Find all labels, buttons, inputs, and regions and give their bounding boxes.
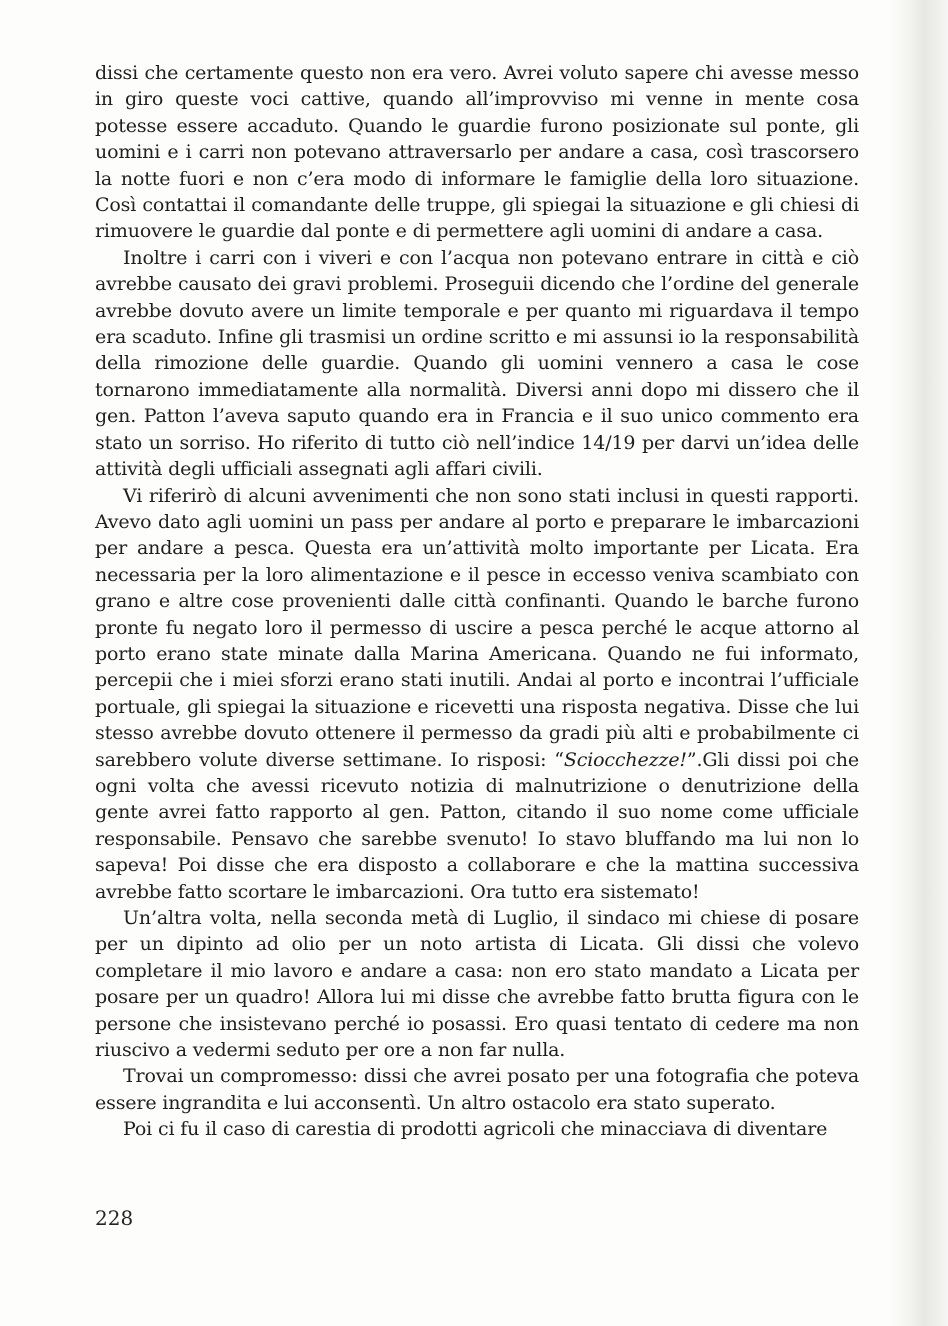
paragraph-segment: Un’altra volta, nella seconda metà di Luglio, il sindaco mi chiese di posare per un dipinto ad olio per un noto artista di Licata. Gli dissi che volevo completare il mio lavoro e andare a casa: non ero stato mandato a Licata per posare per un quadro! Allora lui mi disse che avrebbe fatto brutta figura con le persone che insistevano perché io posassi. Ero quasi tentato di cedere ma non riuscivo a vedermi seduto per ore a non far nulla. xyxy=(95,907,859,1062)
paragraph xyxy=(95,905,859,1063)
paragraph-segment: ”.Gli dissi poi che ogni volta che avessi ricevuto notizia di malnutrizione o denutrizione della gente avrei fatto rapporto al gen. Patton, citando il suo nome come ufficiale responsabile. Pensavo che sarebbe svenuto! Io stavo bluffando ma lui non lo sapeva! Poi disse che era disposto a collaborare e che la mattina successiva avrebbe fatto scortare le imbarcazioni. Ora tutto era sistemato! xyxy=(95,748,859,903)
paragraph-segment: Inoltre i carri con i viveri e con l’acqua non potevano entrare in città e ciò avrebbe causato dei gravi problemi. Proseguii dicendo che l’ordine del generale avrebbe dovuto avere un limite temporale e per quanto mi riguardava il tempo era scaduto. Infine gli trasmisi un ordine scritto e mi assunsi io la responsabilità della rimozione delle guardie. Quando gli uomini vennero a casa le cose tornarono immediatamente alla normalità. Diversi anni dopo mi dissero che il gen. Patton l’aveva saputo quando era in Francia e il suo unico commento era stato un sorriso. Ho riferito di tutto ciò nell’indice 14/19 per darvi un’idea delle attività degli ufficiali assegnati agli affari civili. xyxy=(95,246,859,481)
paragraph-segment: Trovai un compromesso: dissi che avrei posato per una fotografia che poteva essere ingrandita e lui acconsentì. Un altro ostacolo era stato superato. xyxy=(95,1065,859,1114)
paragraph xyxy=(95,1063,859,1116)
paragraph xyxy=(95,60,859,245)
paragraph-segment: Poi ci fu il caso di carestia di prodotti agricoli che minacciava di diventare xyxy=(123,1118,828,1141)
paragraph-segment: dissi che certamente questo non era vero. Avrei voluto sapere chi avesse messo in giro queste voci cattive, quando all’improvviso mi venne in mente cosa potesse essere accaduto. Quando le guardie furono posizionate sul ponte, gli uomini e i carri non potevano attraversarlo per andare a casa, così trascorsero la notte fuori e non c’era modo di informare le famiglie della loro situazione. Così contattai il comandante delle truppe, gli spiegai la situazione e gli chiesi di rimuovere le guardie dal ponte e di permettere agli uomini di andare a casa. xyxy=(95,62,859,243)
page-number: 228 xyxy=(95,1206,134,1230)
paragraph-segment: Vi riferirò di alcuni avvenimenti che non sono stati inclusi in questi rapporti. Avevo dato agli uomini un pass per andare al porto e preparare le imbarcazioni per andare a pesca. Questa era un’attività molto importante per Licata. Era necessaria per la loro alimentazione e il pesce in eccesso veniva scambiato con grano e altre cose provenienti dalle città confinanti. Quando le barche furono pronte fu negato loro il permesso di uscire a pesca perché le acque attorno al porto erano state minate dalla Marina Americana. Quando ne fui informato, percepii che i miei sforzi erano stati inutili. Andai al porto e incontrai l’ufficiale portuale, gli spiegai la situazione e ricevetti una risposta negativa. Disse che lui stesso avrebbe dovuto ottenere il permesso da gradi più alti e probabilmente ci sarebbero volute diverse settimane. Io risposi: “ xyxy=(95,484,859,771)
paragraph-segment-italic: Sciocchezze! xyxy=(563,748,687,771)
paragraph xyxy=(95,1116,859,1142)
page-edge-shadow xyxy=(890,0,948,1326)
paragraph xyxy=(95,245,859,483)
paragraph xyxy=(95,483,859,906)
text-block xyxy=(95,60,859,1143)
